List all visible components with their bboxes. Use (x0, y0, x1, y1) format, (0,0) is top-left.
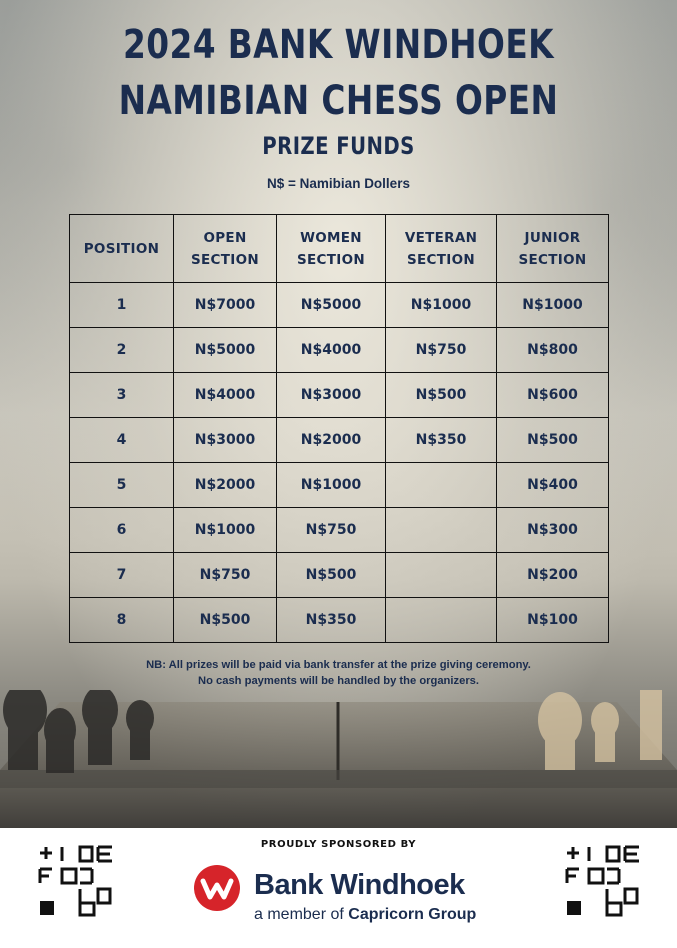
cell-women: N$750 (277, 508, 386, 553)
cell-women: N$2000 (277, 418, 386, 463)
cell-position: 3 (70, 373, 174, 418)
header-veteran-section: VETERAN SECTION (386, 215, 497, 283)
prize-funds-heading: PRIZE FUNDS (262, 132, 415, 160)
cell-veteran: N$350 (386, 418, 497, 463)
table-row (70, 463, 609, 508)
cell-position: 8 (70, 598, 174, 643)
cell-junior: N$400 (497, 463, 609, 508)
payment-note-line-2: No cash payments will be handled by the organizers. (198, 675, 479, 687)
fide-100-logo-left (36, 843, 116, 919)
sponsored-by-label: PROUDLY SPONSORED BY (260, 839, 417, 850)
prize-table (69, 214, 609, 643)
cell-junior: N$1000 (497, 283, 609, 328)
header-women-section: WOMEN SECTION (277, 215, 386, 283)
cell-open: N$3000 (174, 418, 277, 463)
cell-women: N$350 (277, 598, 386, 643)
member-group: Capricorn Group (348, 906, 477, 923)
cell-junior: N$300 (497, 508, 609, 553)
cell-position: 4 (70, 418, 174, 463)
payment-note-line-1: NB: All prizes will be paid via bank transfer at the prize giving ceremony. (146, 659, 531, 671)
title-line-1: 2024 BANK WINDHOEK (123, 22, 554, 68)
cell-open: N$5000 (174, 328, 277, 373)
cell-junior: N$200 (497, 553, 609, 598)
header-position: POSITION (70, 215, 174, 283)
bank-name: Bank Windhoek (254, 869, 465, 901)
table-row (70, 598, 609, 643)
table-row (70, 553, 609, 598)
cell-open: N$750 (174, 553, 277, 598)
table-header-row (70, 215, 609, 283)
table-row (70, 328, 609, 373)
header-junior-section: JUNIOR SECTION (497, 215, 609, 283)
cell-open: N$7000 (174, 283, 277, 328)
bank-windhoek-logo-icon (193, 864, 241, 912)
fide-100-logo-right (563, 843, 643, 919)
cell-women: N$3000 (277, 373, 386, 418)
table-row (70, 418, 609, 463)
cell-position: 5 (70, 463, 174, 508)
cell-veteran: N$1000 (386, 283, 497, 328)
cell-veteran (386, 598, 497, 643)
payment-note (0, 657, 677, 689)
cell-women: N$1000 (277, 463, 386, 508)
cell-veteran: N$500 (386, 373, 497, 418)
cell-open: N$1000 (174, 508, 277, 553)
cell-position: 6 (70, 508, 174, 553)
cell-women: N$4000 (277, 328, 386, 373)
cell-junior: N$600 (497, 373, 609, 418)
cell-open: N$500 (174, 598, 277, 643)
table-row (70, 373, 609, 418)
chessboard-photo (0, 690, 677, 828)
currency-note: N$ = Namibian Dollers (267, 176, 410, 191)
cell-junior: N$100 (497, 598, 609, 643)
bank-member-tagline (254, 906, 476, 924)
cell-women: N$500 (277, 553, 386, 598)
cell-women: N$5000 (277, 283, 386, 328)
cell-position: 1 (70, 283, 174, 328)
cell-open: N$2000 (174, 463, 277, 508)
cell-veteran (386, 553, 497, 598)
cell-junior: N$500 (497, 418, 609, 463)
title-line-2: NAMIBIAN CHESS OPEN (118, 78, 559, 124)
cell-position: 2 (70, 328, 174, 373)
cell-veteran (386, 508, 497, 553)
cell-junior: N$800 (497, 328, 609, 373)
member-prefix: a member of (254, 906, 344, 923)
table-row (70, 283, 609, 328)
cell-open: N$4000 (174, 373, 277, 418)
cell-veteran: N$750 (386, 328, 497, 373)
table-row (70, 508, 609, 553)
cell-veteran (386, 463, 497, 508)
header-open-section: OPEN SECTION (174, 215, 277, 283)
cell-position: 7 (70, 553, 174, 598)
